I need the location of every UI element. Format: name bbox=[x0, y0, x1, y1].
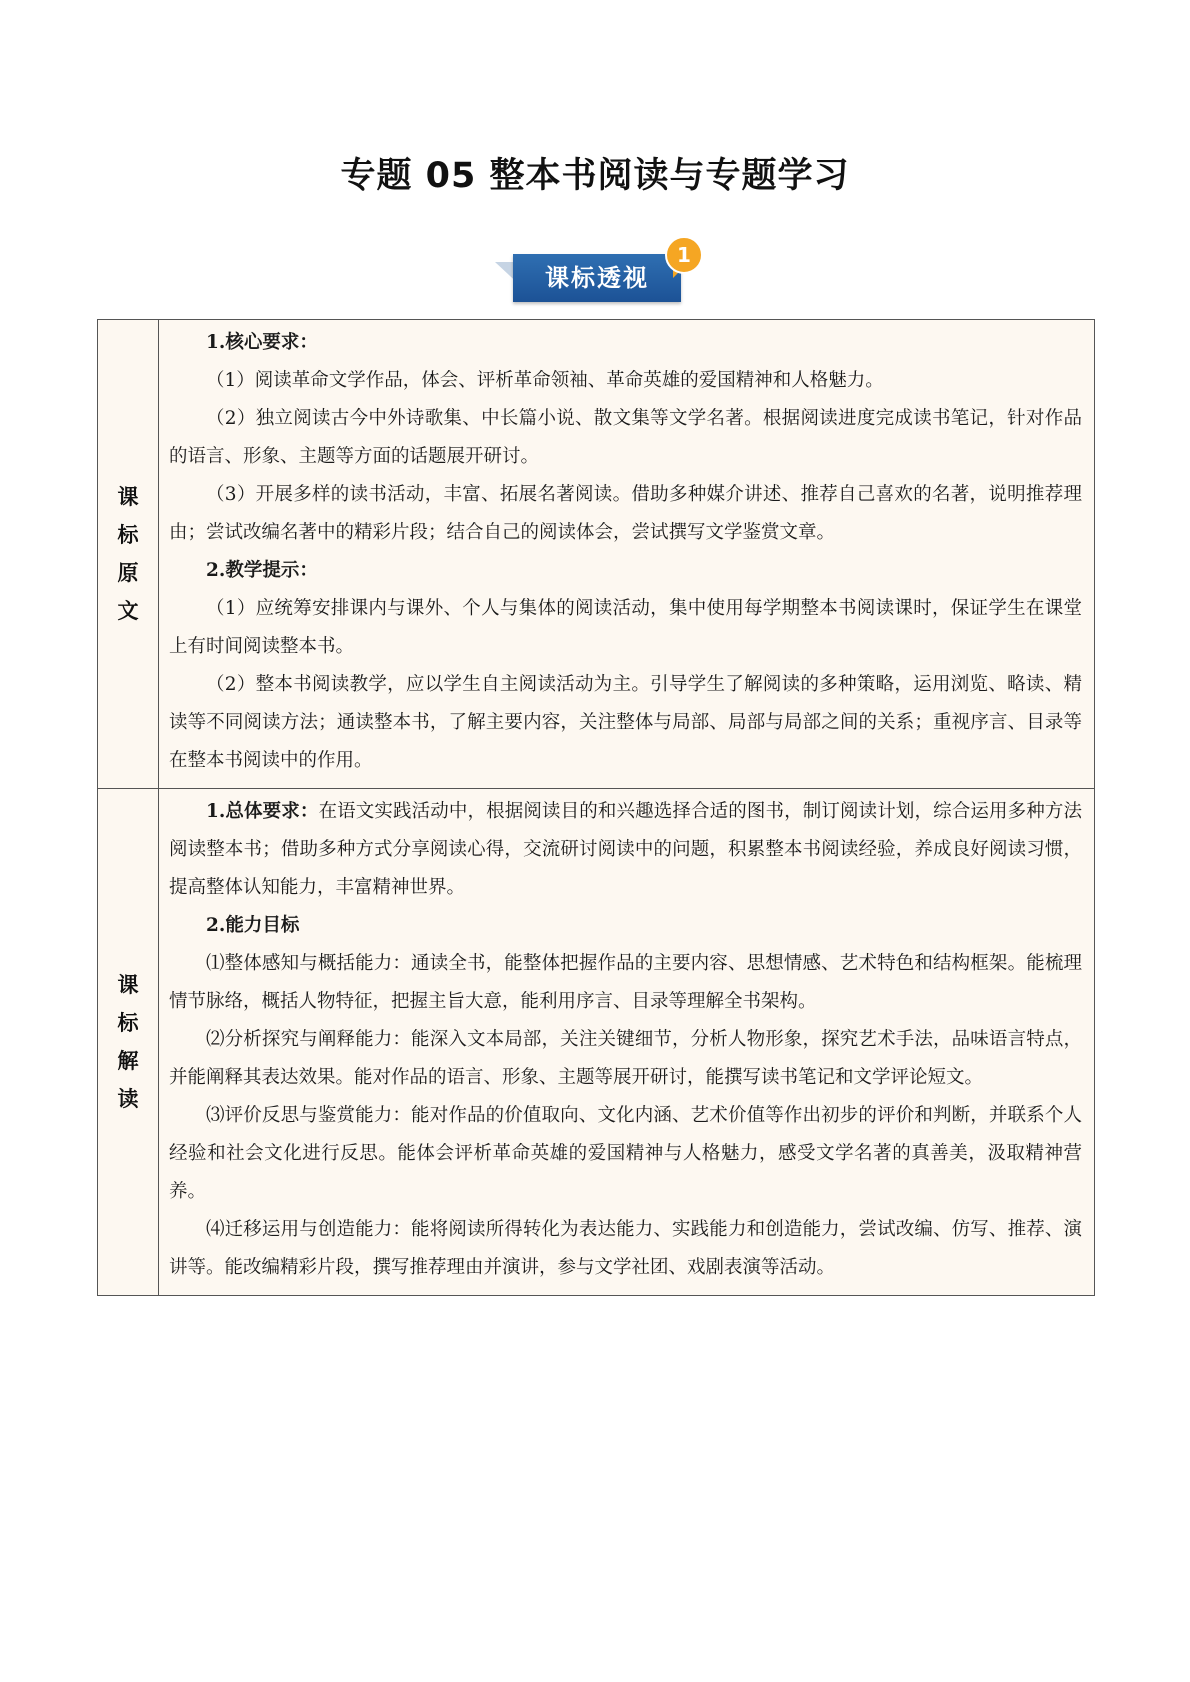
teaching-tip-item: （2）整本书阅读教学，应以学生自主阅读活动为主。引导学生了解阅读的多种策略，运用浏览、略读、精读等不同阅读方法；通读整本书，了解主要内容，关注整体与局部、局部与局部之间的关系；重视序言、目录等在整本书阅读中的作用。 bbox=[169, 674, 1082, 771]
ability-goal-item: ⑷迁移运用与创造能力：能将阅读所得转化为表达能力、实践能力和创造能力，尝试改编、仿写、推荐、演讲等。能改编精彩片段，撰写推荐理由并演讲，参与文学社团、戏剧表演等活动。 bbox=[169, 1219, 1082, 1278]
side-label-char: 课 bbox=[117, 485, 139, 509]
side-label-char: 读 bbox=[117, 1087, 139, 1111]
side-label-char: 原 bbox=[117, 561, 139, 585]
teaching-tips-heading: 2.教学提示： bbox=[206, 560, 318, 581]
banner-label: 课标透视 bbox=[545, 264, 649, 292]
ability-goals-heading: 2.能力目标 bbox=[206, 915, 300, 936]
core-requirements-heading: 1.核心要求： bbox=[206, 332, 318, 353]
interpretation-content bbox=[159, 789, 1095, 1296]
ability-goal-item: ⑴整体感知与概括能力：通读全书，能整体把握作品的主要内容、思想情感、艺术特色和结构框架。能梳理情节脉络，概括人物特征，把握主旨大意，能利用序言、目录等理解全书架构。 bbox=[169, 953, 1082, 1012]
table-row-original-text bbox=[98, 320, 1095, 789]
core-requirement-item: （2）独立阅读古今中外诗歌集、中长篇小说、散文集等文学名著。根据阅读进度完成读书笔记，针对作品的语言、形象、主题等方面的话题展开研讨。 bbox=[169, 408, 1082, 467]
core-requirement-item: （3）开展多样的读书活动，丰富、拓展名著阅读。借助多种媒介讲述、推荐自己喜欢的名著，说明推荐理由；尝试改编名著中的精彩片段；结合自己的阅读体会，尝试撰写文学鉴赏文章。 bbox=[169, 484, 1082, 543]
curriculum-table bbox=[97, 319, 1095, 1296]
section-banner bbox=[495, 236, 705, 306]
overall-requirements-lead: 1.总体要求： bbox=[206, 801, 319, 822]
side-label-interpretation bbox=[98, 789, 159, 1296]
overall-requirements bbox=[169, 793, 1082, 907]
banner-number-badge: 1 bbox=[665, 236, 703, 274]
ability-goal-item: ⑵分析探究与阐释能力：能深入文本局部，关注关键细节，分析人物形象，探究艺术手法，品味语言特点，并能阐释其表达效果。能对作品的语言、形象、主题等展开研讨，能撰写读书笔记和文学评论短文。 bbox=[169, 1029, 1082, 1088]
overall-requirements-text: 在语文实践活动中，根据阅读目的和兴趣选择合适的图书，制订阅读计划，综合运用多种方法阅读整本书；借助多种方式分享阅读心得，交流研讨阅读中的问题，积累整本书阅读经验，养成良好阅读习惯，提高整体认知能力，丰富精神世界。 bbox=[169, 801, 1082, 898]
original-text-content bbox=[159, 320, 1095, 789]
ability-goal-item: ⑶评价反思与鉴赏能力：能对作品的价值取向、文化内涵、艺术价值等作出初步的评价和判断，并联系个人经验和社会文化进行反思。能体会评析革命英雄的爱国精神与人格魅力，感受文学名著的真善美，汲取精神营养。 bbox=[169, 1105, 1082, 1202]
side-label-char: 课 bbox=[117, 973, 139, 997]
side-label-char: 标 bbox=[117, 523, 139, 547]
teaching-tip-item: （1）应统筹安排课内与课外、个人与集体的阅读活动，集中使用每学期整本书阅读课时，保证学生在课堂上有时间阅读整本书。 bbox=[169, 598, 1082, 657]
side-label-char: 文 bbox=[117, 599, 139, 623]
side-label-original-text bbox=[98, 320, 159, 789]
side-label-char: 解 bbox=[117, 1049, 139, 1073]
side-label-char: 标 bbox=[117, 1011, 139, 1035]
page-title: 专题 05 整本书阅读与专题学习 bbox=[340, 156, 850, 196]
table-row-interpretation bbox=[98, 789, 1095, 1296]
core-requirement-item: （1）阅读革命文学作品，体会、评析革命领袖、革命英雄的爱国精神和人格魅力。 bbox=[206, 370, 884, 391]
